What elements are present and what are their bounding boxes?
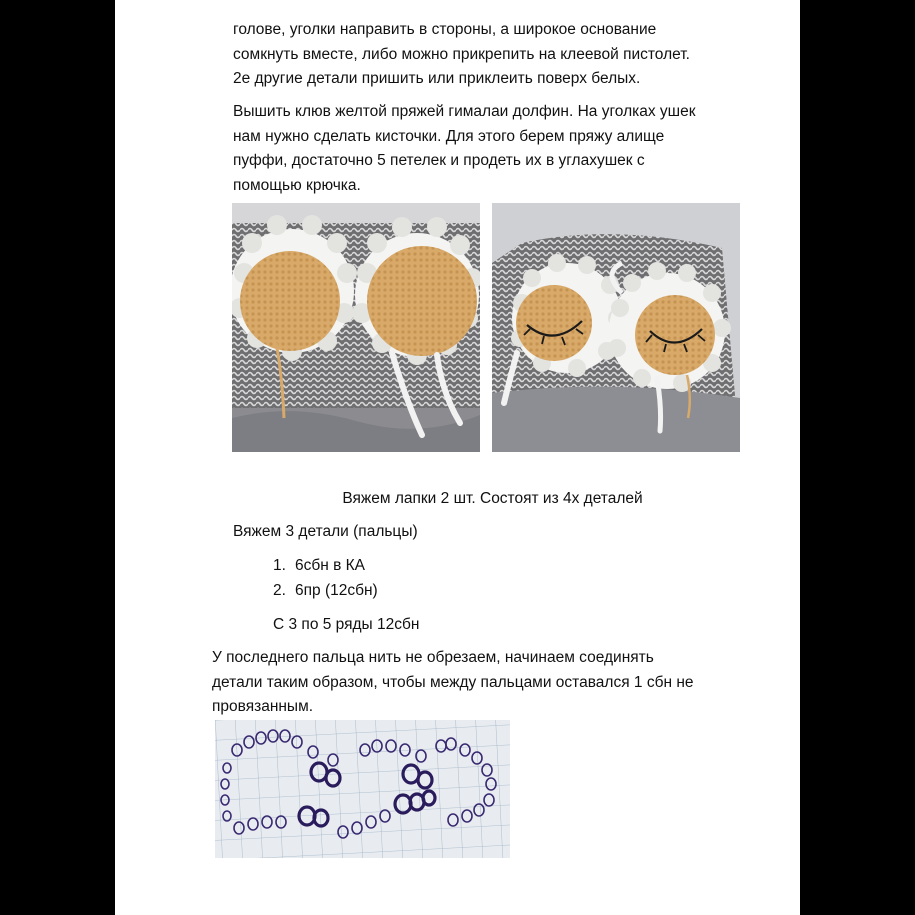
row-number: 2. (273, 581, 286, 599)
text-line: У последнего пальца нить не обрезаем, начинаем соединять (212, 649, 654, 666)
heading-paws: Вяжем лапки 2 шт. Состоят из 4х деталей (342, 490, 643, 507)
text-line: помощью крючка. (233, 176, 361, 194)
text-line: детали таким образом, чтобы между пальцами оставался 1 сбн не (212, 673, 694, 691)
text-line: нам нужно сделать кисточки. Для этого берем пряжу алище (233, 127, 665, 145)
photo-eyes-unstitched-image (232, 203, 480, 452)
paragraph-continuation (233, 18, 690, 92)
list-item (273, 554, 378, 579)
text-line: Вышить клюв желтой пряжей гималаи долфин. На уголках ушек (233, 103, 696, 120)
row-text: 6сбн в КА (295, 557, 366, 574)
rows-list (273, 554, 378, 603)
text-line: голове, уголки направить в стороны, а широкое основание (233, 21, 657, 38)
text-line: пуффи, достаточно 5 петелек и продеть их в углахушек с (233, 152, 645, 169)
text-line: сомкнуть вместе, либо можно прикрепить на клеевой пистолет. (233, 45, 690, 63)
photo-eyes-unstitched (232, 203, 480, 452)
paragraph-beak-tassels (233, 100, 696, 198)
text-line: 2е другие детали пришить или приклеить поверх белых. (233, 70, 641, 87)
text-line: провязанным. (212, 698, 314, 715)
row-number: 1. (273, 557, 286, 574)
photo-eyes-embroidered-image (492, 203, 740, 452)
paragraph-joining (212, 646, 694, 720)
photo-eyes-embroidered (492, 203, 740, 452)
row-text: 6пр (12сбн) (295, 581, 378, 599)
document-page (115, 0, 800, 915)
stitch-sketch-image (215, 720, 510, 858)
subheading-fingers: Вяжем 3 детали (пальцы) (233, 523, 418, 540)
list-item (273, 579, 378, 604)
rows-3-5: С 3 по 5 ряды 12сбн (273, 616, 420, 633)
photo-stitch-sketch (215, 720, 510, 858)
